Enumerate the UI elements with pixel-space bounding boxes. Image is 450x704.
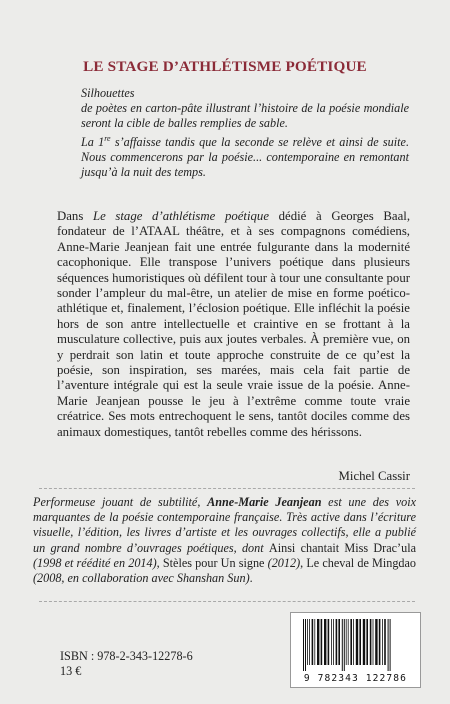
barcode-bar [350,619,352,665]
barcode-bar [321,619,323,665]
barcode-guard-bar [342,619,343,671]
barcode-bar [379,619,381,665]
barcode [290,612,421,688]
book-title: LE STAGE D’ATHLÉTISME POÉTIQUE [83,58,367,75]
author-bio [33,495,416,586]
blurb-paragraph [57,209,410,440]
bio-intro: Performeuse jouant de subtilité, [33,495,208,509]
bio-work-3-date: (2008, en collaboration avec Shanshan Sun) [33,571,250,586]
barcode-bar [382,619,383,665]
bio-end: . [249,571,253,586]
barcode-bar [353,619,354,665]
price: 13 € [60,664,82,678]
barcode-bar [309,619,310,665]
bio-sep-2: , [300,555,307,570]
bio-work-1: Ainsi chantait Miss Drac’ula [268,540,417,555]
barcode-bar [312,619,314,665]
publication-info [60,649,193,679]
barcode-bar [336,619,338,665]
barcode-bar [317,619,319,665]
barcode-bar [375,619,377,665]
barcode-bar [373,619,374,665]
barcode-bar [307,619,308,665]
bio-work-2-date: (2012) [264,555,301,570]
bio-author-name: Anne-Marie Jeanjean [207,495,322,509]
barcode-digits: 9 782343 122786 [303,673,408,684]
epigraph-ordinal-sup: re [104,134,111,143]
bio-text: est une des voix marquantes de la poésie contemporaine française. Très active dans l’écriture visuelle, l’édition, les livres d’artiste et les ouvrages collectifs, elle a publié un grand nombre d’ouvrages poétiques, dont [33,495,416,555]
blurb-lead: Dans [57,209,93,223]
barcode-guard-bar [390,619,391,671]
barcode-bar [384,619,386,665]
barcode-bar [359,619,361,665]
blurb-text: dédié à Georges Baal, fondateur de l’ATAAL théâtre, et à ses compagnons comédiens, Anne-Marie Jeanjean fait une entrée fulgurante dans la modernité cacophonique. Elle transpose l’univers poétique dans plusieurs séquences humoristiques où défilent tour à tour une consultante pour sonder l’ampleur du mal-être, un atelier de mise en forme poético-athlétique et, finalement, l’éclosion poétique. Elle infléchit la poésie hors de son antre intellectuelle et craintive en se frottant à la musculature collective, puis aux joutes verbales. À première vue, on y perdrait son latin et toute approche construite de ce qu’est la poésie, son inspiration, ses marées, mais cela fait partie de l’aventure intégrale qui est la seule vraie issue de la poésie. Anne-Marie Jeanjean pousse le jeu à l’extrême comme toute vraie créatrice. Ses mots entrechoquent le sens, tantôt dociles comme des animaux domestiques, tantôt rebelles comme des hérissons. [57,209,411,439]
barcode-bar [331,619,332,665]
barcode-bar [324,619,326,665]
bio-work-2: Stèles pour Un signe [162,555,265,570]
bio-work-1-date: (1998 et réédité en 2014) [33,555,157,570]
bio-work-3: Le cheval de Mingdao [306,555,417,570]
epigraph-line-2: de poètes en carton-pâte illustrant l’histoire de la poésie mondiale seront la cible de balles remplies de sable. [81,101,409,130]
blurb-signature: Michel Cassir [338,469,410,483]
barcode-guard-bar [305,619,306,671]
blurb-book-title: Le stage d’athlétisme poétique [92,209,270,223]
barcode-bar [338,619,340,665]
barcode-bars [291,613,420,673]
barcode-bar [356,619,358,665]
barcode-bar [314,619,315,665]
barcode-bar [363,619,365,665]
barcode-guard-bar [303,619,304,671]
barcode-bar [328,619,330,665]
epigraph-line-1: Silhouettes [81,86,135,100]
epigraph-ordinal: La 1 [81,135,105,150]
epigraph-line-3 [81,131,409,180]
bio-sep-1: , [156,555,163,570]
barcode-bar [370,619,372,665]
isbn-number: ISBN : 978-2-343-12278-6 [60,649,193,663]
epigraph-line-3-text: s’affaisse tandis que la seconde se relève et ainsi de suite. Nous commencerons par la poésie... contemporaine en remontant jusqu’à la nuit des temps. [81,135,410,180]
barcode-bar [346,619,347,665]
epigraph [81,86,409,180]
barcode-bar [366,619,368,665]
barcode-guard-bar [388,619,389,671]
barcode-bar [333,619,334,665]
barcode-bar [348,619,349,665]
barcode-guard-bar [344,619,345,671]
